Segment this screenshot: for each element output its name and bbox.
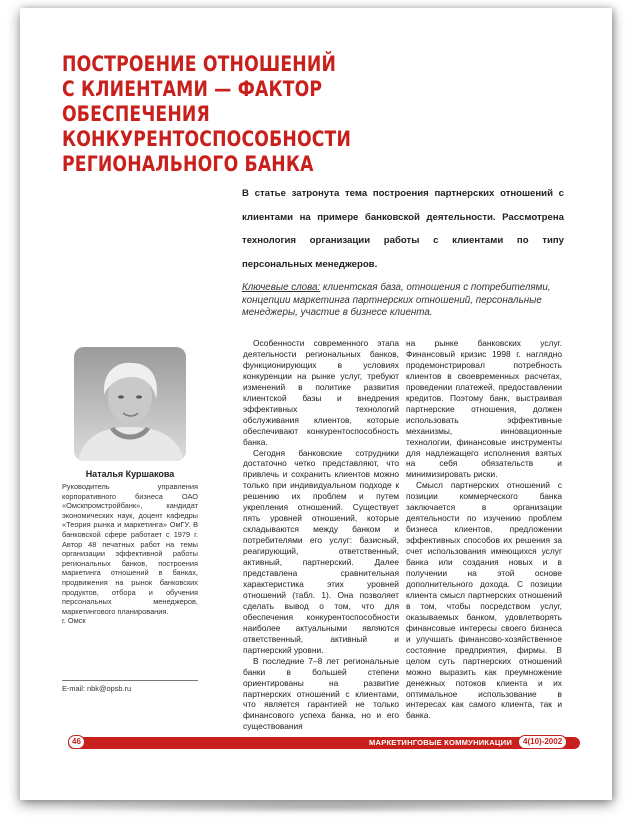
keywords: [242, 282, 572, 320]
journal-page: [20, 8, 612, 800]
page-shadow: [40, 800, 600, 814]
author-email: E-mail: nbk@opsb.ru: [62, 684, 132, 693]
page-number: 46: [68, 735, 85, 749]
author-name: Наталья Куршакова: [85, 469, 175, 479]
body-column-1: [243, 338, 399, 732]
body-paragraph: Особенности современного этапа деятельности региональных банков, функционирующих в условиях конкуренции на рынке услуг, требуют изменений в политике развития клиентской базы и внедрения эффективных технологий обслуживания клиентов, которые обеспечивают конкурентоспособность банка.: [243, 338, 399, 447]
article-abstract: В статье затронута тема построения партнерских отношений с клиентами на примере банковской деятельности. Рассмотрена технология организации работы с клиентами по типу персональных менеджеров.: [242, 188, 564, 270]
article-title: ПОСТРОЕНИЕ ОТНОШЕНИЙ С КЛИЕНТАМИ — ФАКТОР ОБЕСПЕЧЕНИЯ КОНКУРЕНТОСПОСОБНОСТИ РЕГИОНАЛЬНОГО БАНКА: [62, 52, 352, 176]
body-paragraph: Сегодня банковские сотрудники достаточно четко представляют, что привлечь и сохранить клиентов можно только при индивидуальном подходе к решению их проблем и путем укрепления отношений. Существует пять уровней отношений, которые складываются между банком и потребителями его услуг: базисный, реагирующий, ответственный, активный, партнерский. Далее представлена сравнительная характеристика этих уровней отношений (табл. 1). Она позволяет сделать вывод о том, что для обеспечения конкурентоспособности наиболее актуальными являются ответственный, активный и партнерский уровни.: [243, 447, 399, 655]
author-city: г. Омск: [62, 616, 86, 626]
body-paragraph: Смысл партнерских отношений с позиции коммерческого банка заключается в организации деятельности по изучению проблем бизнеса клиентов, предложении эффективных способов их решения за счет использования имеющихся услуг банка или создания новых и в получении на этой основе дополнительного дохода. С позиции клиента смысл партнерских отношений в том, чтобы посредством услуг, оказываемых банком, удовлетворять финансовые интересы своего бизнеса и улучшать финансово-хозяйственное состояние предприятия, фирмы. В целом суть партнерских отношений можно выразить как преумножение денежных потоков клиента и их оптимальное использование в интересах как самого клиента, так и банка.: [406, 480, 562, 721]
journal-name: МАРКЕТИНГОВЫЕ КОММУНИКАЦИИ: [369, 738, 512, 747]
body-paragraph: В последние 7–8 лет региональные банки в большей степени ориентированы на развитие партнерских отношений с клиентами, что является гарантией не только финансового успеха банка, но и его существования: [243, 655, 399, 732]
body-paragraph: на рынке банковских услуг. Финансовый кризис 1998 г. наглядно продемонстрировал потребность клиентов в своевременных расчетах, проведении платежей, предоставлении кредитов. Поэтому банк, выстраивая партнерские отношения, должен использовать эффективные механизмы, инновационные технологии, финансовые инструменты для надлежащего исполнения взятых на себя обязательств и минимизировать риски.: [406, 338, 562, 480]
keywords-text: клиентская база, отношения с потребителями, концепции маркетинга партнерских отношений, персональные менеджеры, участие в бизнесе клиента.: [242, 282, 551, 319]
keywords-label: Ключевые слова:: [242, 282, 321, 293]
author-bio-text: Руководитель управления корпоративного бизнеса ОАО «Омскпромстройбанк», кандидат экономических наук, доцент кафедры «Теория рынка и маркетинга» ОмГУ. В банковской сфере работает с 1979 г. Автор 48 печатных работ на темы организации эффективной работы региональных банков, построения маркетинга отношений в банках, продвижения на рынок банковских продуктов, отбора и обучения персональных менеджеров, маркетингового планирования.: [62, 482, 198, 616]
issue-badge: 4(10)-2002: [518, 735, 567, 749]
body-column-2: [406, 338, 562, 721]
author-portrait-icon: [74, 347, 186, 461]
author-divider: [62, 680, 198, 681]
author-bio: [62, 482, 198, 626]
author-photo: [74, 347, 186, 461]
